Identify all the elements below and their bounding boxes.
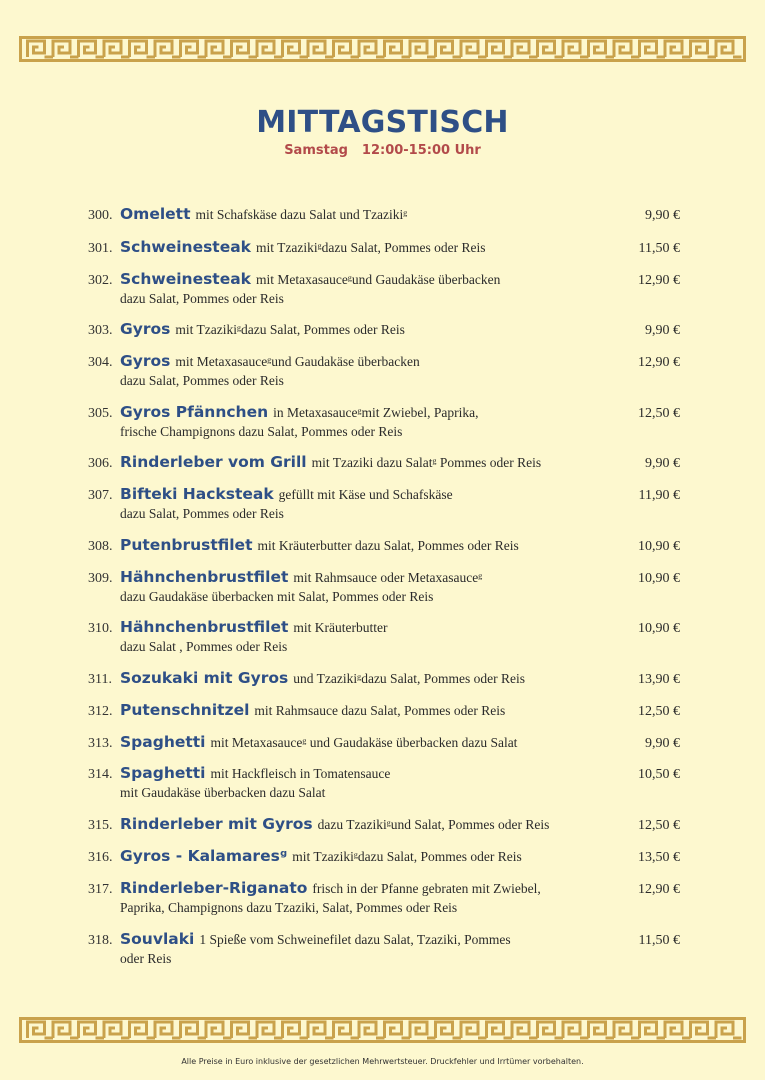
item-name: Putenschnitzel: [120, 701, 250, 719]
menu-item: [88, 669, 680, 688]
greek-key-border-bottom: [19, 1017, 746, 1043]
item-description: mit Kräuterbutter dazu Salat, Pommes oder Reis: [257, 538, 519, 553]
item-description: und Tzazikiᵍdazu Salat, Pommes oder Reis: [293, 671, 526, 686]
item-description: mit Kräuterbutter: [293, 620, 388, 635]
menu-item-line: [88, 568, 680, 587]
menu-item: [88, 238, 680, 257]
item-name: Gyros: [120, 352, 171, 370]
item-price: 9,90 €: [645, 208, 680, 223]
item-price: 11,50 €: [638, 241, 680, 256]
menu-item: [88, 352, 680, 389]
item-price: 10,90 €: [638, 621, 680, 636]
item-number: 301.: [88, 241, 113, 256]
menu-item-line: [88, 669, 680, 688]
item-description: mit Metaxasauceᵍ und Gaudakäse überbacken dazu Salat: [210, 735, 518, 750]
menu-item: [88, 270, 680, 307]
page-subtitle: [0, 143, 765, 159]
menu-item-line: [88, 320, 680, 339]
menu-item: [88, 568, 680, 605]
item-name: Rinderleber-Riganato: [120, 879, 308, 897]
item-description-continued: dazu Salat, Pommes oder Reis: [120, 291, 284, 306]
item-price: 12,90 €: [638, 273, 680, 288]
item-description: mit Metaxasauceᵍund Gaudakäse überbacken: [256, 272, 501, 287]
menu-item: [88, 930, 680, 967]
item-name: Hähnchenbrustfilet: [120, 618, 289, 636]
greek-key-pattern: [19, 1017, 746, 1043]
item-name: Omelett: [120, 205, 191, 223]
menu-item-line: [88, 270, 680, 289]
item-number: 306.: [88, 456, 113, 471]
subtitle-time: 12:00-15:00 Uhr: [361, 143, 481, 158]
item-description-continued: dazu Salat, Pommes oder Reis: [120, 373, 284, 388]
page-title: MITTAGSTISCH: [256, 105, 509, 140]
item-price: 9,90 €: [645, 456, 680, 471]
item-name: Hähnchenbrustfilet: [120, 568, 289, 586]
item-description: mit Rahmsauce dazu Salat, Pommes oder Reis: [254, 703, 506, 718]
menu-item-line: [88, 815, 680, 834]
item-number: 311.: [88, 672, 112, 687]
item-price: 9,90 €: [645, 736, 680, 751]
menu-item: [88, 701, 680, 720]
item-description-continued: frische Champignons dazu Salat, Pommes oder Reis: [120, 424, 403, 439]
menu-item-line: [88, 205, 680, 224]
item-number: 316.: [88, 850, 113, 865]
item-number: 302.: [88, 273, 113, 288]
menu-item: [88, 536, 680, 555]
item-description-continued: oder Reis: [120, 951, 172, 966]
item-description: mit Rahmsauce oder Metaxasauceᵍ: [293, 570, 483, 585]
menu-item: [88, 618, 680, 655]
item-price: 12,90 €: [638, 882, 680, 897]
item-description: mit Tzazikiᵍdazu Salat, Pommes oder Reis: [292, 849, 522, 864]
menu-item-line: [88, 701, 680, 720]
item-price: 13,90 €: [638, 672, 680, 687]
item-price: 10,90 €: [638, 539, 680, 554]
menu-item: [88, 764, 680, 801]
item-number: 313.: [88, 736, 113, 751]
subtitle-day: Samstag: [284, 143, 348, 158]
menu-item-line: [88, 879, 680, 898]
item-name: Souvlaki: [120, 930, 195, 948]
item-name: Sozukaki mit Gyros: [120, 669, 289, 687]
item-name: Gyros: [120, 320, 171, 338]
menu-item-line: [88, 403, 680, 422]
item-name: Schweinesteak: [120, 238, 251, 256]
item-number: 315.: [88, 818, 113, 833]
item-description: frisch in der Pfanne gebraten mit Zwiebel,: [312, 881, 541, 896]
menu-item-line: [88, 847, 680, 866]
item-price: 12,90 €: [638, 355, 680, 370]
item-description: gefüllt mit Käse und Schafskäse: [278, 487, 453, 502]
menu-item: [88, 815, 680, 834]
item-number: 305.: [88, 406, 113, 421]
item-price: 10,50 €: [638, 767, 680, 782]
item-name: Rinderleber mit Gyros: [120, 815, 313, 833]
item-price: 12,50 €: [638, 406, 680, 421]
item-number: 303.: [88, 323, 113, 338]
item-price: 11,90 €: [638, 488, 680, 503]
item-description: mit Hackfleisch in Tomatensauce: [210, 766, 391, 781]
item-price: 13,50 €: [638, 850, 680, 865]
item-description-continued: dazu Salat , Pommes oder Reis: [120, 639, 288, 654]
menu-item-line: [88, 453, 680, 472]
item-number: 318.: [88, 933, 113, 948]
item-description: mit Metaxasauceᵍund Gaudakäse überbacken: [175, 354, 420, 369]
menu-item-line: [88, 930, 680, 949]
item-number: 304.: [88, 355, 113, 370]
item-name: Spaghetti: [120, 733, 206, 751]
item-number: 307.: [88, 488, 113, 503]
item-name: Schweinesteak: [120, 270, 251, 288]
item-number: 300.: [88, 208, 113, 223]
item-price: 12,50 €: [638, 704, 680, 719]
item-name: Gyros Pfännchen: [120, 403, 269, 421]
menu-item-line: [88, 352, 680, 371]
greek-key-pattern: [19, 36, 746, 62]
item-description-continued: Paprika, Champignons dazu Tzaziki, Salat, Pommes oder Reis: [120, 900, 458, 915]
item-number: 314.: [88, 767, 113, 782]
item-name: Bifteki Hacksteak: [120, 485, 274, 503]
item-number: 310.: [88, 621, 113, 636]
item-description: mit Schafskäse dazu Salat und Tzazikiᵍ: [195, 207, 408, 222]
menu-item: [88, 485, 680, 522]
item-description-continued: mit Gaudakäse überbacken dazu Salat: [120, 785, 326, 800]
menu-item-line: [88, 536, 680, 555]
menu-item: [88, 879, 680, 916]
item-number: 308.: [88, 539, 113, 554]
item-description: mit Tzaziki dazu Salatᵍ Pommes oder Reis: [311, 455, 542, 470]
item-description-continued: dazu Gaudakäse überbacken mit Salat, Pommes oder Reis: [120, 589, 434, 604]
item-description: in Metaxasauceᵍmit Zwiebel, Paprika,: [273, 405, 479, 420]
item-number: 312.: [88, 704, 113, 719]
menu-item: [88, 453, 680, 472]
item-name: Rinderleber vom Grill: [120, 453, 307, 471]
greek-key-border-top: [19, 36, 746, 62]
item-price: 11,50 €: [638, 933, 680, 948]
item-price: 12,50 €: [638, 818, 680, 833]
footer-note: Alle Preise in Euro inklusive der gesetzlichen Mehrwertsteuer. Druckfehler und Irrtümer vorbehalten.: [181, 1057, 584, 1066]
menu-item: [88, 205, 680, 224]
item-description: mit Tzazikiᵍdazu Salat, Pommes oder Reis: [175, 322, 405, 337]
item-description: mit Tzazikiᵍdazu Salat, Pommes oder Reis: [256, 240, 486, 255]
menu-item-line: [88, 238, 680, 257]
header: [0, 103, 765, 159]
item-name: Putenbrustfilet: [120, 536, 253, 554]
menu-item-line: [88, 485, 680, 504]
item-name: Gyros - Kalamaresᵍ: [120, 847, 288, 865]
menu-item-line: [88, 618, 680, 637]
item-description: dazu Tzazikiᵍund Salat, Pommes oder Reis: [317, 817, 550, 832]
item-description-continued: dazu Salat, Pommes oder Reis: [120, 506, 284, 521]
menu-item: [88, 320, 680, 339]
item-price: 9,90 €: [645, 323, 680, 338]
menu-item-line: [88, 764, 680, 783]
item-number: 317.: [88, 882, 113, 897]
menu-item: [88, 403, 680, 440]
menu-item-line: [88, 733, 680, 752]
item-number: 309.: [88, 571, 113, 586]
item-price: 10,90 €: [638, 571, 680, 586]
item-description: 1 Spieße vom Schweinefilet dazu Salat, Tzaziki, Pommes: [199, 932, 511, 947]
menu-item: [88, 733, 680, 752]
item-name: Spaghetti: [120, 764, 206, 782]
menu-item: [88, 847, 680, 866]
